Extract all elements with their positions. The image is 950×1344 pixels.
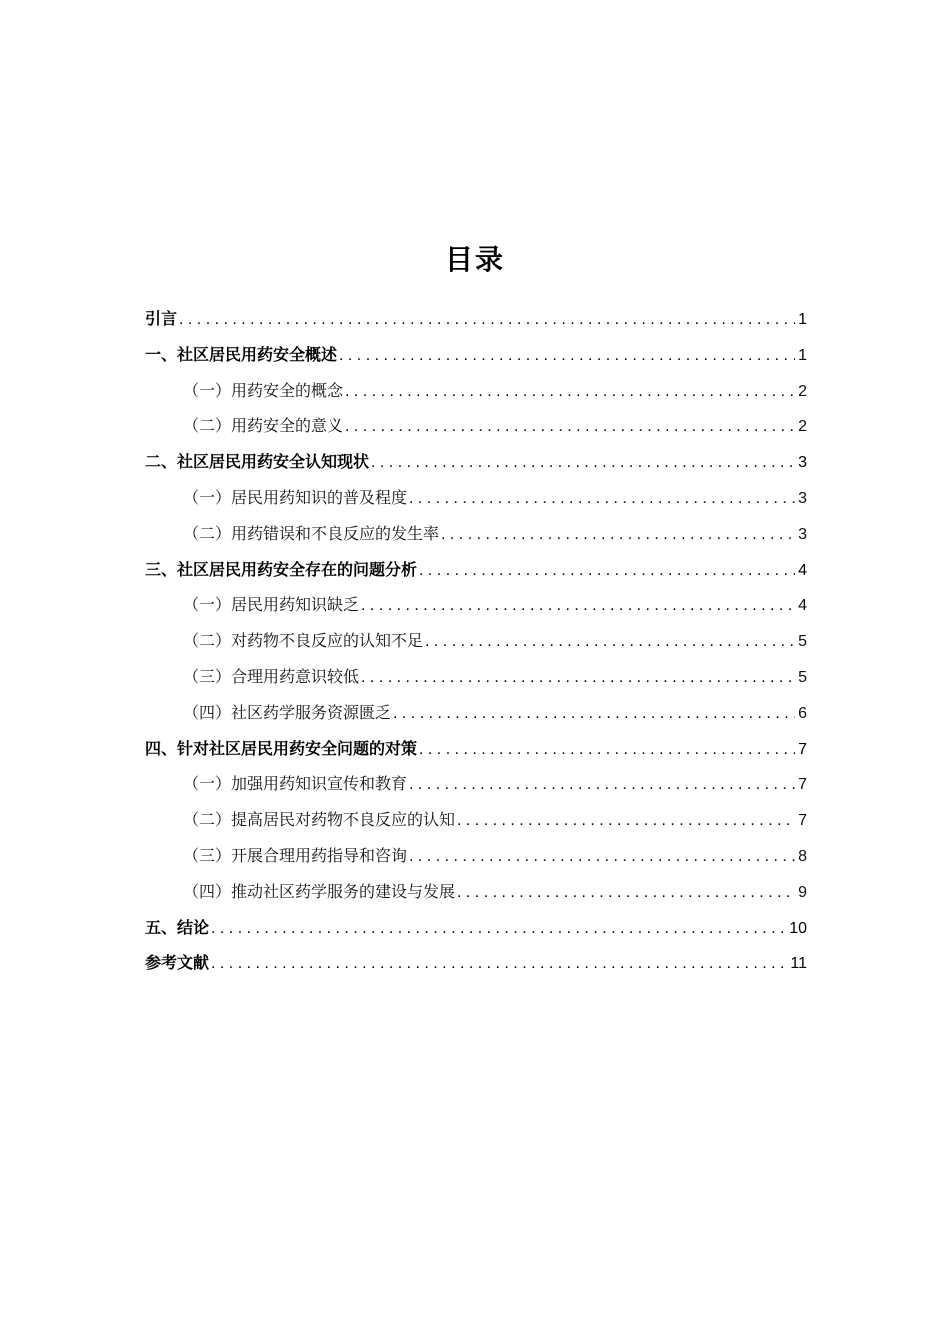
toc-page-number: 5 (798, 633, 807, 651)
toc-leader-dots (211, 950, 787, 978)
toc-page-number: 11 (790, 955, 807, 973)
toc-entry-text: 四、针对社区居民用药安全问题的对策 (145, 738, 418, 758)
toc-leader-dots (419, 557, 795, 585)
toc-entry-references[interactable] (145, 949, 807, 985)
toc-entry-section-1-1[interactable] (145, 377, 807, 413)
toc-page-number: 3 (798, 489, 807, 507)
toc-entry-section-1-2[interactable] (145, 412, 807, 448)
toc-page-number: 3 (798, 454, 807, 472)
toc-entry-conclusion[interactable] (145, 914, 807, 950)
toc-entry-section-4-3[interactable] (145, 842, 807, 878)
toc-entry-text: 五、结论 (145, 917, 210, 937)
toc-entry-text: （二）用药错误和不良反应的发生率 (183, 523, 440, 543)
toc-page-number: 4 (798, 597, 807, 615)
toc-entry-section-3-3[interactable] (145, 663, 807, 699)
toc-page-number: 7 (798, 812, 807, 830)
toc-leader-dots (409, 485, 795, 513)
toc-page-number: 2 (798, 418, 807, 436)
toc-leader-dots (409, 843, 795, 871)
toc-entry-text: 三、社区居民用药安全存在的问题分析 (145, 559, 418, 579)
toc-entry-chapter-1[interactable] (145, 341, 807, 377)
toc-entry-section-2-1[interactable] (145, 484, 807, 520)
toc-leader-dots (419, 736, 795, 764)
toc-leader-dots (345, 378, 795, 406)
toc-page-number: 8 (798, 847, 807, 865)
toc-entry-text: 参考文献 (145, 953, 210, 973)
toc-leader-dots (345, 413, 795, 441)
toc-entry-section-3-1[interactable] (145, 591, 807, 627)
toc-entry-text: （四）推动社区药学服务的建设与发展 (183, 881, 456, 901)
toc-leader-dots (425, 628, 795, 656)
toc-leader-dots (211, 915, 786, 943)
toc-leader-dots (371, 449, 795, 477)
toc-page-number: 4 (798, 561, 807, 579)
toc-entry-text: （一）居民用药知识的普及程度 (183, 487, 408, 507)
toc-entry-section-4-2[interactable] (145, 806, 807, 842)
toc-leader-dots (179, 306, 795, 334)
toc-page-number: 1 (798, 346, 807, 364)
toc-leader-dots (457, 879, 795, 907)
toc-page-number: 7 (798, 776, 807, 794)
toc-page-number: 1 (798, 311, 807, 328)
toc-entry-text: （二）提高居民对药物不良反应的认知 (183, 810, 456, 830)
toc-page-number: 2 (798, 382, 807, 400)
table-of-contents (145, 305, 807, 985)
toc-entry-text: （四）社区药学服务资源匮乏 (183, 702, 392, 722)
toc-entry-text: 引言 (145, 309, 178, 328)
toc-entry-text: （二）对药物不良反应的认知不足 (183, 631, 424, 651)
toc-leader-dots (441, 521, 795, 549)
toc-entry-text: 一、社区居民用药安全概述 (145, 344, 338, 364)
toc-page-number: 7 (798, 740, 807, 758)
toc-entry-text: （一）加强用药知识宣传和教育 (183, 774, 408, 794)
toc-entry-introduction[interactable] (145, 305, 807, 341)
toc-leader-dots (339, 342, 795, 370)
toc-entry-chapter-3[interactable] (145, 556, 807, 592)
toc-entry-section-3-4[interactable] (145, 699, 807, 735)
toc-page-number: 10 (789, 919, 807, 937)
toc-entry-text: （二）用药安全的意义 (183, 416, 344, 436)
page-title: 目录 (444, 243, 505, 276)
toc-entry-section-4-4[interactable] (145, 878, 807, 914)
toc-page-number: 9 (798, 883, 807, 901)
toc-page-number: 6 (798, 704, 807, 722)
toc-leader-dots (361, 592, 795, 620)
toc-leader-dots (361, 664, 795, 692)
toc-entry-chapter-2[interactable] (145, 448, 807, 484)
toc-entry-section-2-2[interactable] (145, 520, 807, 556)
toc-entry-section-3-2[interactable] (145, 627, 807, 663)
toc-entry-text: （一）居民用药知识缺乏 (183, 595, 360, 615)
toc-entry-section-4-1[interactable] (145, 770, 807, 806)
toc-entry-text: （三）开展合理用药指导和咨询 (183, 845, 408, 865)
toc-entry-text: （三）合理用药意识较低 (183, 666, 360, 686)
toc-page-number: 3 (798, 525, 807, 543)
toc-leader-dots (393, 700, 795, 728)
toc-page-number: 5 (798, 668, 807, 686)
toc-entry-text: （一）用药安全的概念 (183, 380, 344, 400)
toc-entry-chapter-4[interactable] (145, 735, 807, 771)
toc-leader-dots (457, 807, 795, 835)
toc-leader-dots (409, 771, 795, 799)
toc-entry-text: 二、社区居民用药安全认知现状 (145, 452, 370, 472)
